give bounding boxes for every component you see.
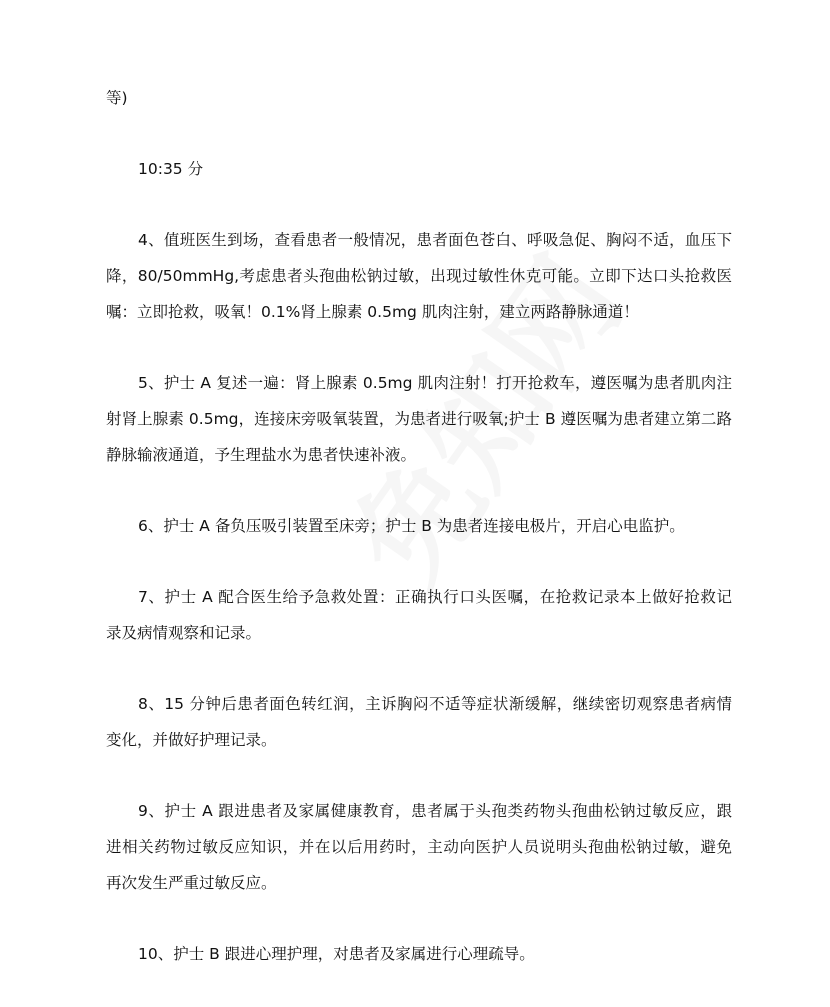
paragraph-line: 进相关药物过敏反应知识，并在以后用药时，主动向医护人员说明头孢曲松钠过敏，避免	[106, 838, 732, 856]
document-page	[106, 80, 732, 1007]
paragraph	[106, 222, 732, 330]
paragraph-line: 录及病情观察和记录。	[106, 624, 262, 642]
paragraph-line: 静脉输液通道，予生理盐水为患者快速补液。	[106, 446, 417, 464]
paragraph-line: 再次发生严重过敏反应。	[106, 874, 277, 892]
paragraph	[106, 936, 732, 972]
paragraph-line: 10、护士 B 跟进心理护理，对患者及家属进行心理疏导。	[138, 945, 535, 963]
paragraph	[106, 365, 732, 473]
paragraph-line: 9、护士 A 跟进患者及家属健康教育，患者属于头孢类药物头孢曲松钠过敏反应，跟	[138, 802, 732, 820]
paragraph	[106, 80, 732, 116]
paragraph-line: 等)	[106, 89, 128, 107]
paragraph-line: 变化，并做好护理记录。	[106, 731, 277, 749]
paragraph-line: 6、护士 A 备负压吸引装置至床旁；护士 B 为患者连接电极片，开启心电监护。	[138, 517, 685, 535]
paragraph	[106, 579, 732, 651]
paragraph-line: 8、15 分钟后患者面色转红润，主诉胸闷不适等症状渐缓解，继续密切观察患者病情	[138, 695, 732, 713]
paragraph	[106, 793, 732, 901]
paragraph	[106, 151, 732, 187]
paragraph-line: 10:35 分	[138, 160, 204, 178]
paragraph-line: 4、值班医生到场，查看患者一般情况，患者面色苍白、呼吸急促、胸闷不适，血压下	[138, 231, 732, 249]
paragraph-line: 嘱：立即抢救，吸氧！0.1%肾上腺素 0.5mg 肌肉注射，建立两路静脉通道！	[106, 303, 639, 321]
paragraph	[106, 508, 732, 544]
paragraph-line: 射肾上腺素 0.5mg，连接床旁吸氧装置，为患者进行吸氧;护士 B 遵医嘱为患者建立第二路	[106, 410, 732, 428]
paragraph-line: 5、护士 A 复述一遍：肾上腺素 0.5mg 肌肉注射！打开抢救车，遵医嘱为患者肌肉注	[138, 374, 732, 392]
paragraph-line: 7、护士 A 配合医生给予急救处置：正确执行口头医嘱，在抢救记录本上做好抢救记	[138, 588, 732, 606]
paragraph-line: 降，80/50mmHg,考虑患者头孢曲松钠过敏，出现过敏性休克可能。立即下达口头抢救医	[106, 267, 732, 285]
paragraph	[106, 686, 732, 758]
